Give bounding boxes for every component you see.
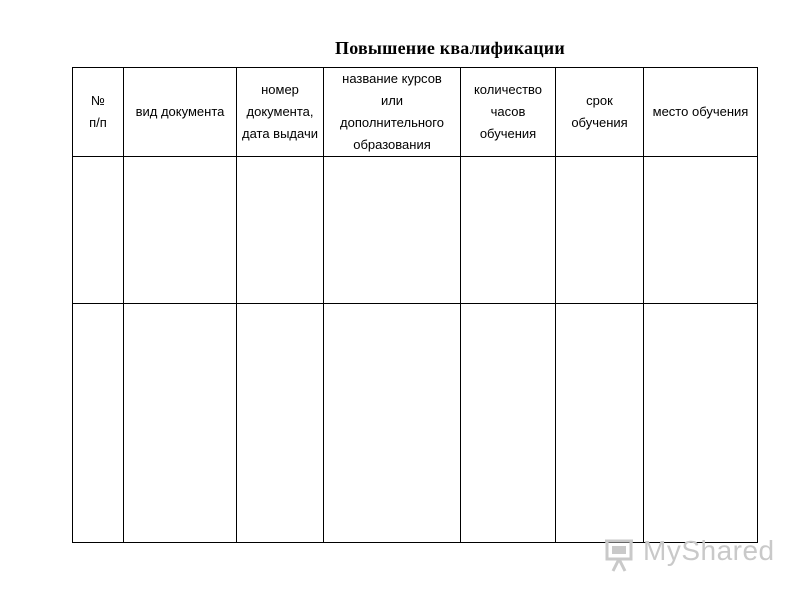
header-number	[73, 68, 124, 157]
header-course-name-line2: или	[380, 93, 404, 108]
table-row	[73, 304, 758, 543]
header-document-number-date	[237, 68, 324, 157]
header-place-label: место обучения	[652, 104, 749, 119]
table-cell	[124, 304, 237, 543]
table-cell	[324, 157, 461, 304]
header-course-name	[324, 68, 461, 157]
header-hours-line2: часов	[490, 104, 526, 119]
header-course-name-line1: название курсов	[342, 71, 442, 86]
table-cell	[124, 157, 237, 304]
table-cell	[461, 157, 556, 304]
header-duration-line2: обучения	[571, 115, 628, 130]
header-number-symbol: №	[91, 93, 105, 108]
table-cell	[73, 304, 124, 543]
table-cell	[644, 157, 758, 304]
header-document-number-line1: номер	[261, 82, 299, 97]
table-cell	[73, 157, 124, 304]
table-cell	[237, 157, 324, 304]
presentation-board-icon	[603, 537, 639, 573]
header-document-number-line2: документа,	[246, 104, 314, 119]
header-document-number-line3: дата выдачи	[242, 126, 318, 141]
header-hours-line1: количество	[473, 82, 543, 97]
table-cell	[461, 304, 556, 543]
table-row	[73, 157, 758, 304]
header-number-label: п/п	[89, 115, 107, 130]
document-title: Повышение квалификации	[335, 38, 565, 58]
header-place	[644, 68, 758, 157]
table-cell	[237, 304, 324, 543]
header-duration	[556, 68, 644, 157]
qualification-table	[72, 67, 758, 543]
header-hours-line3: обучения	[479, 126, 537, 141]
header-course-name-line4: образования	[353, 137, 431, 152]
table-cell	[556, 304, 644, 543]
header-document-type	[124, 68, 237, 157]
watermark-text: MyShared	[643, 535, 775, 566]
table-cell	[556, 157, 644, 304]
header-course-name-line3: дополнительного	[340, 115, 444, 130]
header-duration-line1: срок	[586, 93, 613, 108]
header-hours	[461, 68, 556, 157]
myshared-watermark	[603, 535, 775, 575]
header-document-type-label: вид документа	[135, 104, 225, 119]
qualification-table-container	[72, 67, 758, 543]
table-cell	[644, 304, 758, 543]
table-cell	[324, 304, 461, 543]
header-row	[73, 68, 758, 157]
